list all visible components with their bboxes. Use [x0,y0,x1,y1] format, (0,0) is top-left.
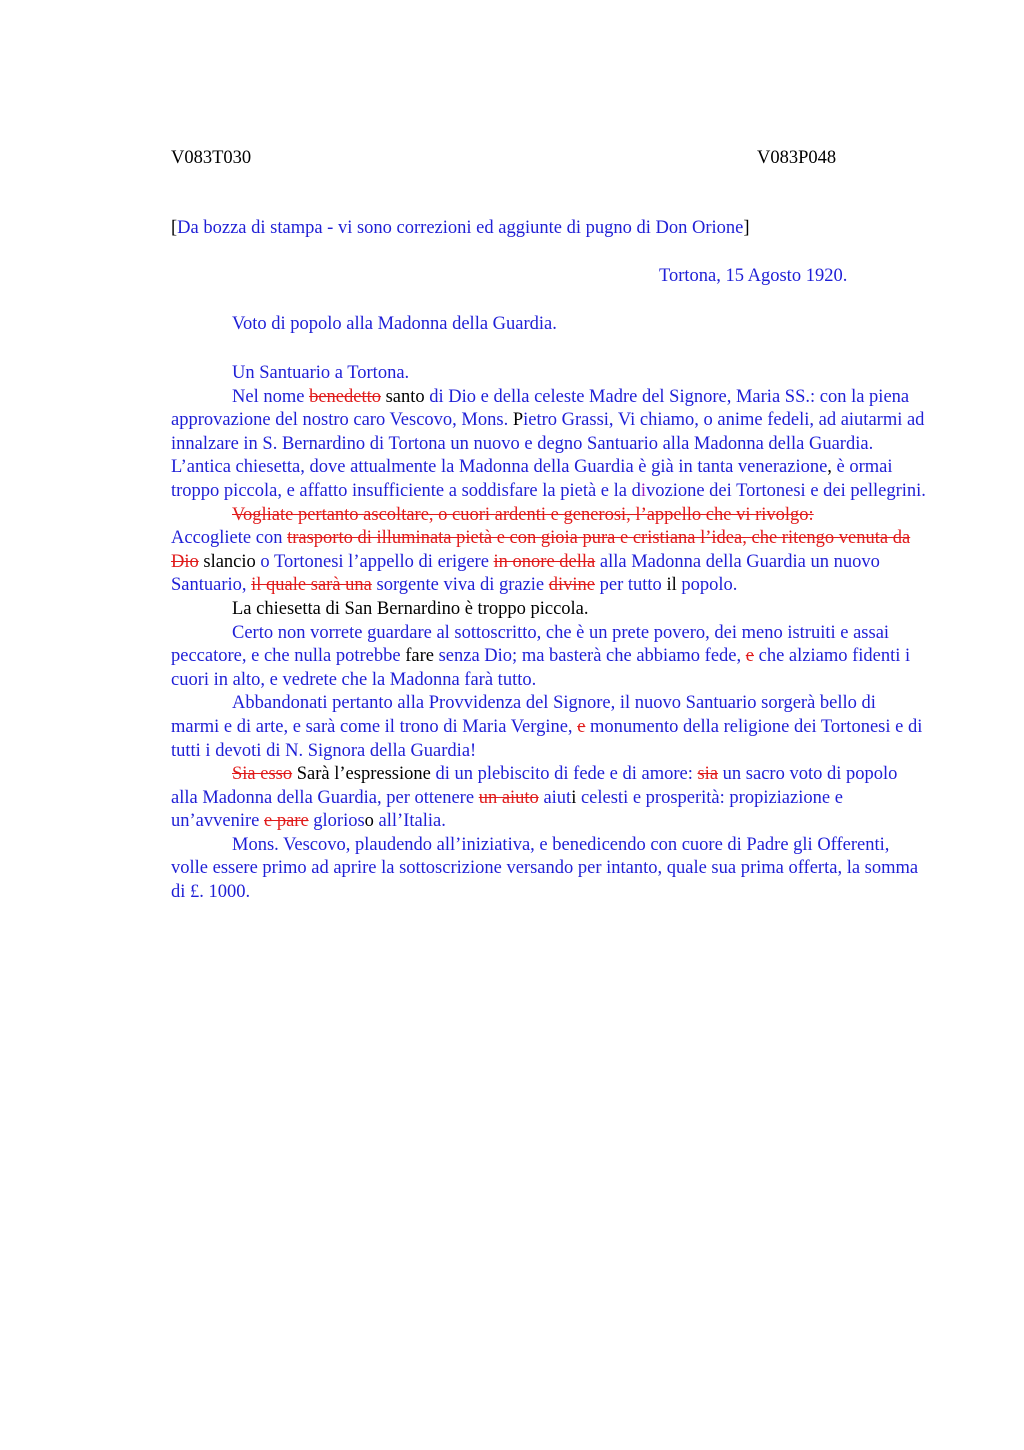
paragraph-2-continued [171,527,926,598]
document-title: Voto di popolo alla Madonna della Guardia. [232,314,557,334]
handwritten-addition: o [364,811,374,832]
paragraph-6 [171,763,926,834]
note-open-bracket: [ [171,218,178,238]
text-run: alla Madonna della Guardia un nuovo Santuario, [171,551,880,596]
handwritten-addition: slancio [198,551,256,572]
text-run: o Tortonesi l’appello di erigere [255,551,494,572]
paragraph-5 [171,692,926,763]
deleted-text: in onore della [493,551,596,572]
paragraph-2 [171,504,926,528]
paragraph-1 [171,386,926,504]
note-close-bracket: ] [743,218,750,238]
text-run: celesti e prosperità: propiziazione e un’avvenire [171,787,843,832]
paragraph-7: Mons. Vescovo, plaudendo all’iniziativa, e benedicendo con cuore di Padre gli Offerenti, volle essere primo ad aprire la sottoscrizione versando per intanto, quale sua prima offerta, la somma di £. 1000. [171,834,919,903]
deleted-text: sia [697,764,719,785]
subtitle: Un Santuario a Tortona. [232,363,410,383]
text-run: vozione dei Tortonesi e dei pellegrini. [646,480,926,501]
text-run: all’Italia. [373,811,446,832]
text-run: per tutto [595,575,662,596]
note-text: Da bozza di stampa - vi sono correzioni ed aggiunte di pugno di Don Orione [177,218,744,238]
text-run: ietro Grassi, Vi chiamo, o anime fedeli, ad aiutarmi ad innalzare in S. Bernardino di Tortona un nuovo e degno Santuario alla Madonna della Guardia. L’antica chiesetta, dove attualmente la Madonna della Guardia è già in tanta venerazione [171,410,925,478]
text-run: senza Dio; ma basterà che abbiamo fede, [433,646,746,667]
deleted-text: e [577,716,586,737]
text-run: di un plebiscito di fede e di amore: [430,764,698,785]
text-run: un sacro voto di popolo alla Madonna della Guardia, per ottenere [171,764,898,808]
deleted-text: divine [548,575,596,596]
source-note [171,218,931,239]
text-run: che alziamo fidenti i cuori in alto, e vedrete che la Madonna farà tutto. [171,646,911,690]
paragraph-3: La chiesetta di San Bernardino è troppo piccola. [232,598,589,619]
handwritten-addition: fare [400,646,434,667]
paragraph-4 [171,622,926,693]
deleted-text: Sia esso [232,764,293,785]
handwritten-addition: , [827,457,832,478]
document-code-left: V083T030 [171,148,252,168]
text-run: popolo. [676,575,738,596]
handwritten-addition: Sarà l’espressione [292,764,431,785]
text-run: Certo non vorrete guardare al sottoscritto, che è un prete povero, dei meno istruiti e assai peccatore, e che nulla potrebbe [171,622,890,667]
text-run: glorios [308,811,365,832]
letter-body [171,362,926,905]
text-run: Abbandonati pertanto alla Provvidenza del Signore, il nuovo Santuario sorgerà bello di marmi e di arte, e sarà come il trono di Maria Vergine, [171,693,876,737]
letter-date: Tortona, 15 Agosto 1920. [659,266,848,286]
text-run: Accogliete con [171,528,288,549]
handwritten-addition: il [661,575,677,596]
handwritten-addition: P [508,410,524,431]
text-run: Nel nome [232,386,310,407]
text-run: monumento della religione dei Tortonesi e di tutti i devoti di N. Signora della Guardia! [171,716,923,761]
text-run: aiut [538,787,572,808]
handwritten-addition: santo [380,386,425,407]
text-run: sorgente viva di grazie [371,575,549,596]
deleted-text: un aiuto [478,787,539,808]
document-code-right: V083P048 [757,148,837,168]
deleted-text: Vogliate pertanto ascoltare, o cuori ardenti e generosi, l’appello che vi rivolgo: [232,504,814,525]
deleted-text: e [745,646,754,667]
deleted-text: benedetto [309,386,381,407]
text-run: è ormai troppo piccola, e affatto insufficiente a soddisfare la pietà e la d [171,457,893,501]
handwritten-addition: i [571,787,577,808]
deleted-text: e pare [263,811,309,832]
deleted-text: il quale sarà una [251,575,372,596]
text-run: di Dio e della celeste Madre del Signore, Maria SS.: con la piena approvazione del nostro caro Vescovo, Mons. [171,386,910,431]
marked-letter: i [640,480,646,501]
deleted-text: trasporto di illuminata pietà e con gioia pura e cristiana l’idea, che ritengo venuta da Dio [171,528,911,572]
